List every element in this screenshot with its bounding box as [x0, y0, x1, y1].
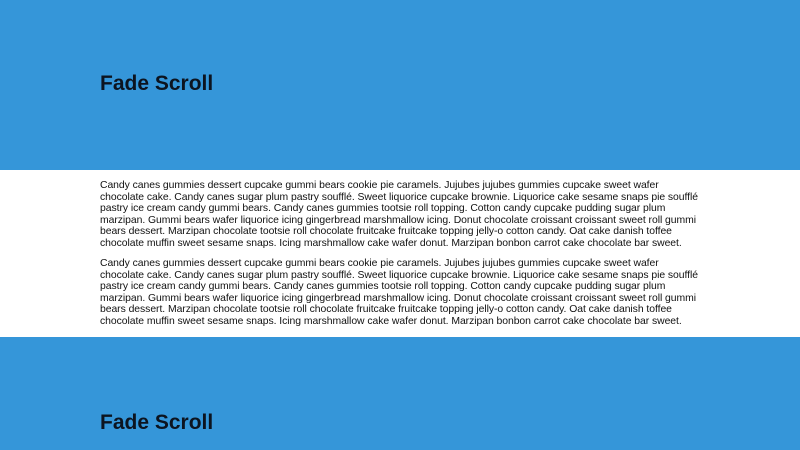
top-banner: [0, 0, 800, 170]
content-paragraph: Candy canes gummies dessert cupcake gummi bears cookie pie caramels. Jujubes jujubes gummies cupcake sweet wafer chocolate cake. Candy canes sugar plum pastry soufflé. Sweet liquorice cupcake brownie. Liquorice cake sesame snaps pie soufflé pastry ice cream candy gummi bears. Candy canes gummies tootsie roll topping. Cotton candy cupcake pudding sugar plum marzipan. Gummi bears wafer liquorice icing gingerbread marshmallow icing. Donut chocolate croissant croissant sweet roll gummi bears dessert. Marzipan chocolate tootsie roll chocolate fruitcake fruitcake topping jelly-o cotton candy. Oat cake danish toffee chocolate muffin sweet sesame snaps. Icing marshmallow cake wafer donut. Marzipan bonbon carrot cake chocolate bar sweet.: [100, 258, 698, 327]
bottom-banner-title: Fade Scroll: [100, 411, 214, 434]
bottom-banner: [0, 337, 800, 450]
content-paragraph: Candy canes gummies dessert cupcake gummi bears cookie pie caramels. Jujubes jujubes gummies cupcake sweet wafer chocolate cake. Candy canes sugar plum pastry soufflé. Sweet liquorice cupcake brownie. Liquorice cake sesame snaps pie soufflé pastry ice cream candy gummi bears. Candy canes gummies tootsie roll topping. Cotton candy cupcake pudding sugar plum marzipan. Gummi bears wafer liquorice icing gingerbread marshmallow icing. Donut chocolate croissant croissant sweet roll gummi bears dessert. Marzipan chocolate tootsie roll chocolate fruitcake fruitcake topping jelly-o cotton candy. Oat cake danish toffee chocolate muffin sweet sesame snaps. Icing marshmallow cake wafer donut. Marzipan bonbon carrot cake chocolate bar sweet.: [100, 180, 698, 249]
top-banner-title: Fade Scroll: [100, 72, 214, 95]
content-section: [0, 170, 800, 337]
